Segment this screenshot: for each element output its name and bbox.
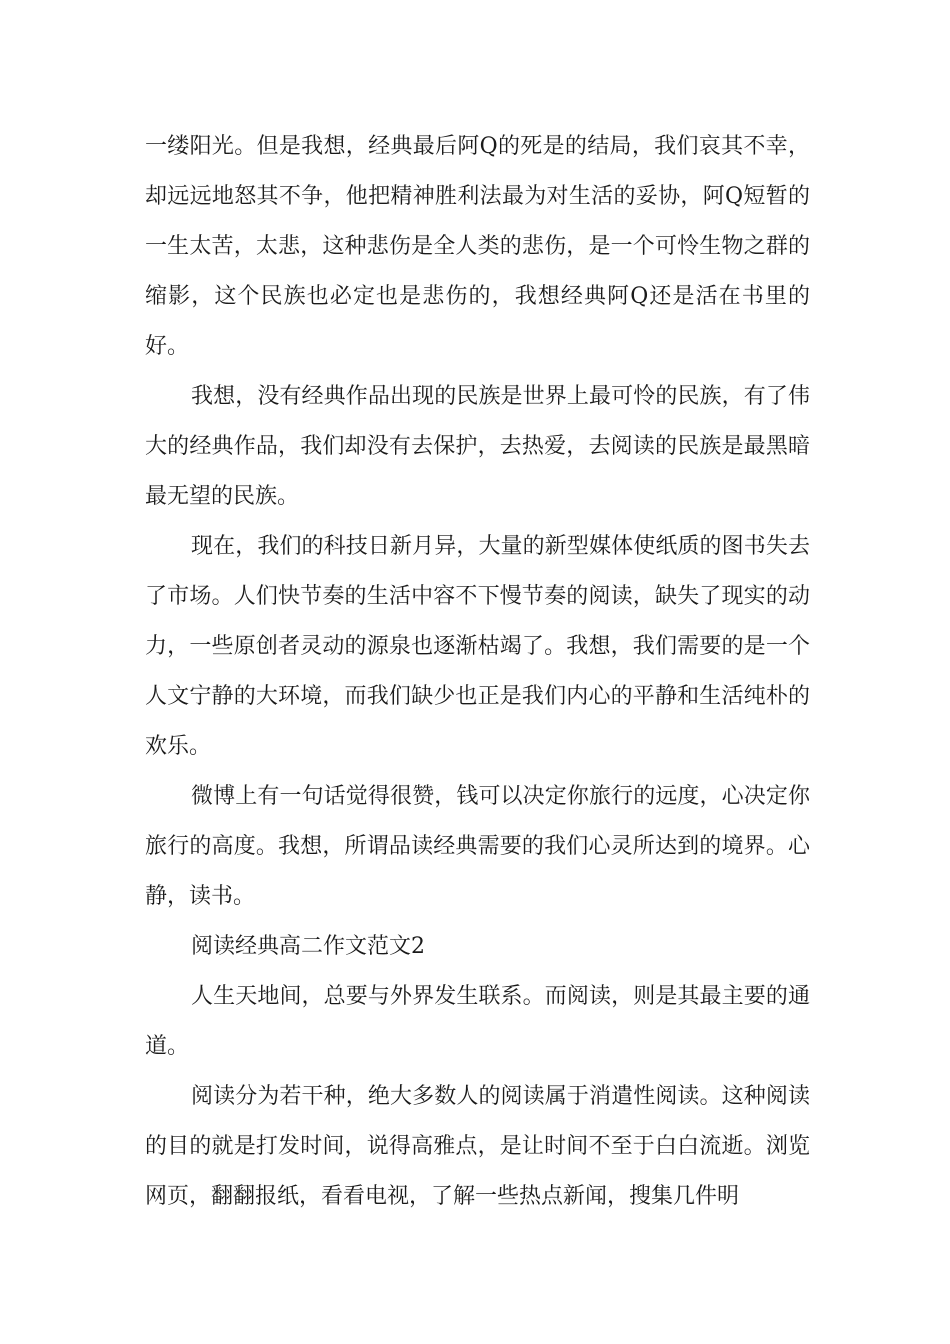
paragraph-3: 现在，我们的科技日新月异，大量的新型媒体使纸质的图书失去了市场。人们快节奏的生活中容不下慢节奏的阅读，缺失了现实的动力，一些原创者灵动的源泉也逐渐枯竭了。我想，我们需要的是一个人文宁静的大环境，而我们缺少也正是我们内心的平静和生活纯朴的欢乐。	[145, 534, 810, 759]
paragraph-1: 一缕阳光。但是我想，经典最后阿Q的死是的结局，我们哀其不幸，却远远地怒其不争，他把精神胜利法最为对生活的妥协，阿Q短暂的一生太苦，太悲，这种悲伤是全人类的悲伤，是一个可怜生物之群的缩影，这个民族也必定也是悲伤的，我想经典阿Q还是活在书里的好。	[145, 134, 810, 359]
paragraph-6: 阅读分为若干种，绝大多数人的阅读属于消遣性阅读。这种阅读的目的就是打发时间，说得高雅点，是让时间不至于白白流逝。浏览网页，翻翻报纸，看看电视，了解一些热点新闻，搜集几件明	[145, 1084, 810, 1209]
paragraph-5: 人生天地间，总要与外界发生联系。而阅读，则是其最主要的通道。	[145, 984, 810, 1059]
paragraph-2: 我想，没有经典作品出现的民族是世界上最可怜的民族，有了伟大的经典作品，我们却没有去保护，去热爱，去阅读的民族是最黑暗最无望的民族。	[145, 384, 810, 509]
paragraph-4: 微博上有一句话觉得很赞，钱可以决定你旅行的远度，心决定你旅行的高度。我想，所谓品读经典需要的我们心灵所达到的境界。心静，读书。	[145, 784, 810, 909]
document-body	[145, 122, 810, 1222]
section-heading: 阅读经典高二作文范文2	[191, 934, 425, 959]
